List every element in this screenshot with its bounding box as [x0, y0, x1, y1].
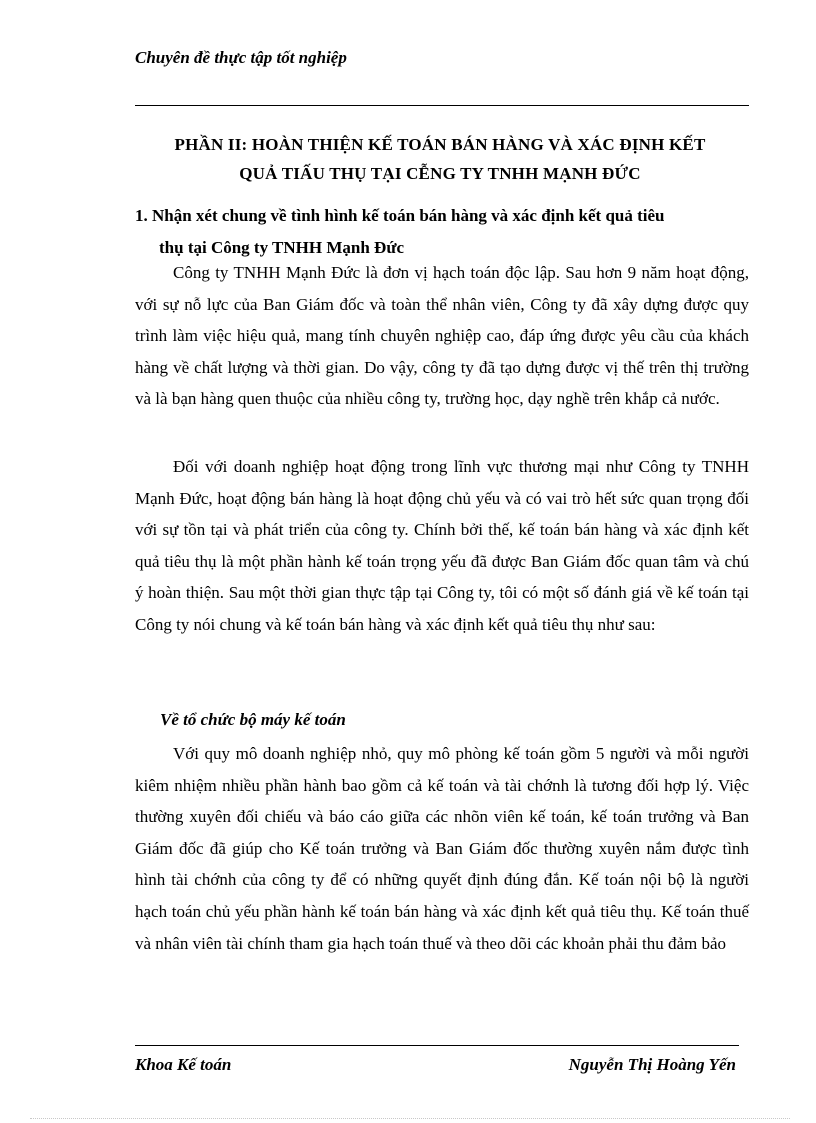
paragraph-2-block [135, 451, 749, 641]
part-title [120, 130, 760, 188]
section-heading-line-1: 1. Nhận xét chung về tình hình kế toán bán hàng và xác định kết quả tiêu [135, 206, 665, 225]
footer-left: Khoa Kế toán [135, 1055, 232, 1074]
header-rule [135, 105, 749, 106]
part-title-line-1: PHẦN II: HOÀN THIỆN KẾ TOÁN BÁN HÀNG VÀ XÁC ĐỊNH KẾT [174, 135, 706, 154]
footer-right: Nguyễn Thị Hoàng Yến [568, 1055, 736, 1074]
page-header: Chuyên đề thực tập tốt nghiệp [135, 48, 347, 67]
section-heading-line-2: thụ tại Công ty TNHH Mạnh Đức [159, 238, 405, 257]
paragraph-2: Đối với doanh nghiệp hoạt động trong lĩnh vực thương mại như Công ty TNHH Mạnh Đức, hoạt động bán hàng là hoạt động chủ yếu và có vai trò hết sức quan trọng đối với sự tồn tại và phát triển của công ty. Chính bởi thế, kế toán bán hàng và xác định kết quả tiêu thụ là một phần hành kế toán trọng yếu đã được Ban Giám đốc quan tâm và chú ý hoàn thiện. Sau một thời gian thực tập tại Công ty, tôi có một số đánh giá về kế toán tại Công ty nói chung và kế toán bán hàng và xác định kết quả tiêu thụ như sau: [135, 457, 749, 634]
subheading: Về tổ chức bộ máy kế toán [160, 710, 346, 729]
paragraph-3: Với quy mô doanh nghiệp nhỏ, quy mô phòng kế toán gồm 5 người và mỗi người kiêm nhiệm nhiều phần hành bao gồm cả kế toán và tài chớnh là tương đối hợp lý. Việc thường xuyên đối chiếu và báo cáo giữa các nhõn viên kế toán, kế toán trưởng và Ban Giám đốc đã giúp cho Kế toán trưởng và Ban Giám đốc thường xuyên nắm được tình hình tài chớnh của công ty để có những quyết định đúng đắn. Kế toán nội bộ là người hạch toán chủ yếu phần hành kế toán bán hàng và xác định kết quả tiêu thụ. Kế toán thuế và nhân viên tài chính tham gia hạch toán thuế và theo dõi các khoản phải thu đảm bảo [135, 744, 749, 953]
section-heading [135, 200, 749, 264]
footer-rule [135, 1045, 739, 1046]
paragraph-1: Công ty TNHH Mạnh Đức là đơn vị hạch toán độc lập. Sau hơn 9 năm hoạt động, với sự nỗ lực của Ban Giám đốc và toàn thể nhân viên, Công ty đã xây dựng được quy trình làm việc hiệu quả, mang tính chuyên nghiệp cao, đáp ứng được yêu cầu của khách hàng về chất lượng và thời gian. Do vậy, công ty đã tạo dựng được vị thế trên thị trường và là bạn hàng quen thuộc của nhiều công ty, trường học, dạy nghề trên khắp cả nước. [135, 263, 749, 409]
paragraph-1-block [135, 257, 749, 415]
part-title-line-2: QUẢ TIẤU THỤ TẠI CỄNG TY TNHH MẠNH ĐỨC [239, 164, 641, 183]
paragraph-3-block [135, 738, 749, 959]
page-edge-divider [30, 1118, 790, 1119]
